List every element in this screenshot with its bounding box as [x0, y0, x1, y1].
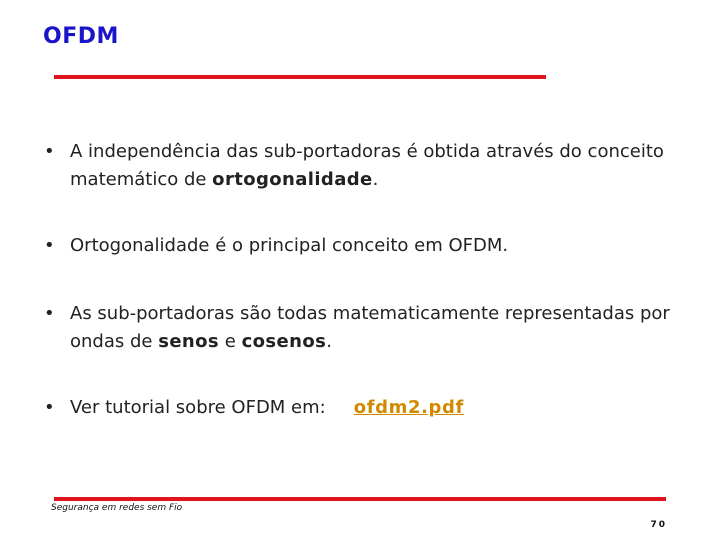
bullet-bold-term: ortogonalidade: [212, 169, 373, 190]
bullet-text-middle: e: [219, 331, 242, 352]
footer-rule: [54, 497, 666, 501]
tutorial-link[interactable]: ofdm2.pdf: [353, 397, 464, 418]
bullet-text-end: .: [326, 331, 332, 352]
title-underline-rule: [54, 75, 546, 79]
bullet-item-orthogonality-intro: [42, 138, 682, 194]
page-number: 70: [650, 520, 667, 530]
bullet-marker: •: [44, 303, 55, 324]
bullet-text: As sub-portadoras são todas matematicamente representadas por ondas de: [70, 303, 670, 352]
bullet-item-subcarriers: [42, 300, 682, 356]
bullet-text: Ver tutorial sobre OFDM em:: [70, 397, 326, 418]
bullet-marker: •: [44, 141, 55, 162]
bullet-text: A independência das sub-portadoras é obtida através do conceito matemático de: [70, 141, 664, 190]
bullet-item-orthogonality-principle: [42, 232, 508, 260]
bullet-text-end: .: [372, 169, 379, 190]
bullet-bold-senos: senos: [158, 331, 220, 352]
footer-text: Segurança em redes sem Fio: [51, 503, 183, 513]
bullet-marker: •: [44, 235, 55, 256]
bullet-bold-cosenos: cosenos: [241, 331, 327, 352]
bullet-item-tutorial: [42, 394, 464, 422]
slide-title: OFDM: [43, 24, 119, 49]
bullet-text: Ortogonalidade é o principal conceito em OFDM.: [70, 235, 509, 256]
bullet-marker: •: [44, 397, 55, 418]
